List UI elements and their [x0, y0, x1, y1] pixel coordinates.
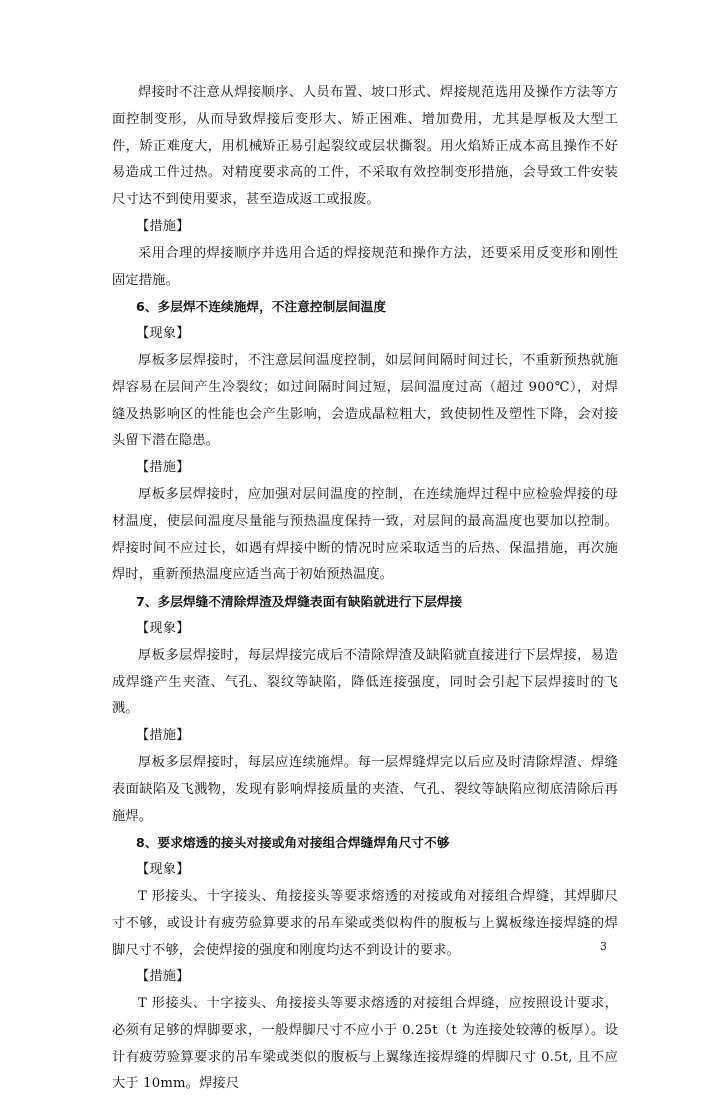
heading-7: 7、多层焊缝不清除焊渣及焊缝表面有缺陷就进行下层焊接 [136, 594, 463, 610]
paragraph: 厚板多层焊接时，应加强对层间温度的控制，在连续施焊过程中应检验焊接的母材温度，使层间温度尽量能与预热温度保持一致，对层间的最高温度也要加以控制。焊接时间不应过长，如遇有焊接中断的情况时应采取适当的后热、保温措施，再次施焊时，重新预热温度应适当高于初始预热温度。 [112, 486, 618, 583]
paragraph: T 形接头、十字接头、角接接头等要求熔透的对接组合焊缝，应按照设计要求，必须有足够的焊脚要求，一般焊脚尺寸不应小于 0.25t（t 为连接处较薄的板厚）。设计有疲劳验算要求的吊车梁或类似的腹板与上翼缘连接焊缝的焊脚尺寸 0.5t, 且不应大于 10mm。焊接尺 [112, 996, 618, 1092]
section-tag-measures: 【措施】 [136, 969, 190, 985]
page-number: 3 [600, 940, 607, 953]
paragraph: 厚板多层焊接时，不注意层间温度控制，如层间间隔时间过长，不重新预热就施焊容易在层间产生冷裂纹；如过间隔时间过短，层间温度过高（超过 900℃），对焊缝及热影响区的性能也会产生影响，会造成晶粒粗大，致使韧性及塑性下降，会对接头留下潜在隐患。 [112, 352, 618, 449]
section-tag-phenomenon: 【现象】 [136, 326, 190, 342]
section-tag-measures: 【措施】 [136, 218, 190, 234]
section-tag-measures: 【措施】 [136, 728, 190, 744]
paragraph: 厚板多层焊接时，每层焊接完成后不清除焊渣及缺陷就直接进行下层焊接，易造成焊缝产生夹渣、气孔、裂纹等缺陷，降低连接强度，同时会引起下层焊接时的飞溅。 [112, 647, 618, 717]
heading-8: 8、要求熔透的接头对接或角对接组合焊缝焊角尺寸不够 [136, 835, 450, 851]
document-body [112, 80, 618, 1098]
paragraph: 焊接时不注意从焊接顺序、人员布置、坡口形式、焊接规范选用及操作方法等方面控制变形，从而导致焊接后变形大、矫正困难、增加费用，尤其是厚板及大型工件，矫正难度大，用机械矫正易引起裂纹或层状撕裂。用火焰矫正成本高且操作不好易造成工件过热。对精度要求高的工件，不采取有效控制变形措施，会导致工件安装尺寸达不到使用要求，甚至造成返工或报废。 [112, 85, 618, 208]
heading-6: 6、多层焊不连续施焊，不注意控制层间温度 [136, 299, 387, 315]
section-tag-phenomenon: 【现象】 [136, 620, 190, 636]
paragraph: 采用合理的焊接顺序并选用合适的焊接规范和操作方法，还要采用反变形和刚性固定措施。 [112, 245, 618, 288]
section-tag-measures: 【措施】 [136, 460, 190, 476]
paragraph: 厚板多层焊接时，每层应连续施焊。每一层焊缝焊完以后应及时清除焊渣、焊缝表面缺陷及飞溅物，发现有影响焊接质量的夹渣、气孔、裂纹等缺陷应彻底清除后再施焊。 [112, 754, 618, 824]
paragraph: T 形接头、十字接头、角接接头等要求熔透的对接或角对接组合焊缝，其焊脚尺寸不够，或设计有疲劳验算要求的吊车梁或类似构件的腹板与上翼板缘连接焊缝的焊脚尺寸不够，会使焊接的强度和刚度均达不到设计的要求。 [112, 888, 618, 958]
section-tag-phenomenon: 【现象】 [136, 862, 190, 878]
